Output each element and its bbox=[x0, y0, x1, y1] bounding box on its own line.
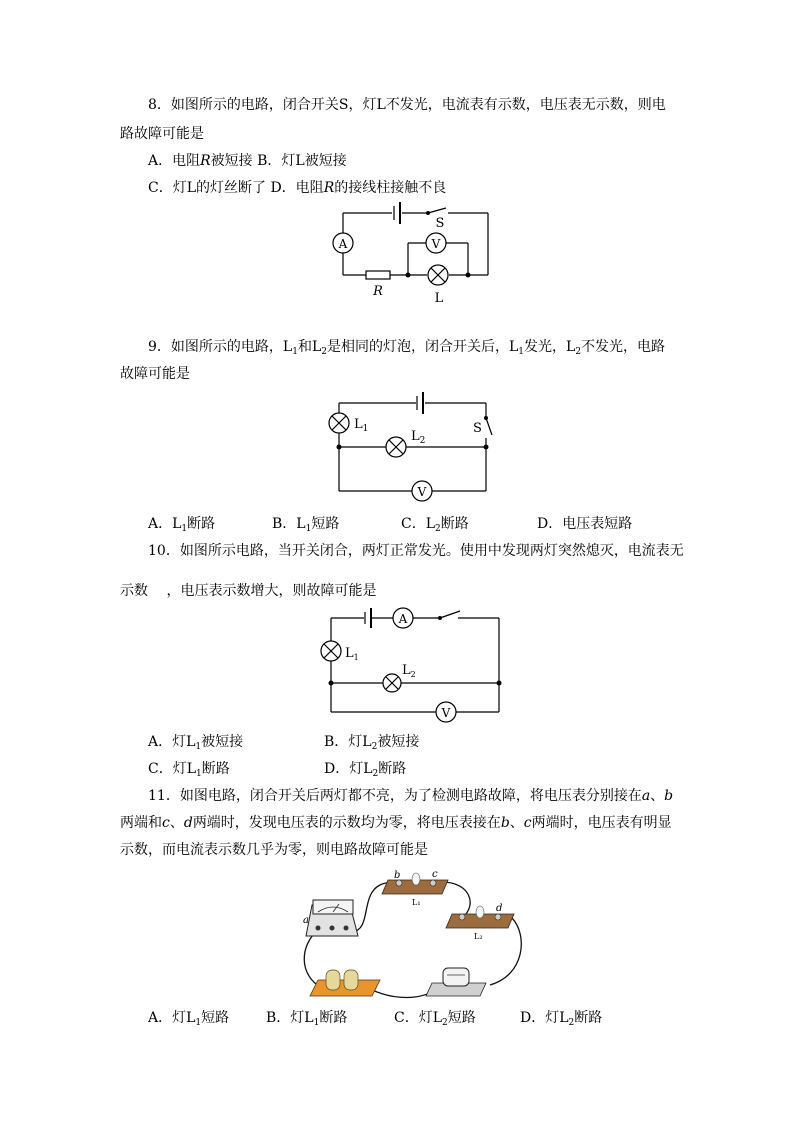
q11-point-d: d bbox=[496, 903, 503, 914]
q11-voltmeter-icon bbox=[306, 900, 358, 936]
q11-battery-holder bbox=[310, 970, 380, 996]
q11-lamp1-label: L₁ bbox=[412, 898, 421, 907]
q9-stem-line2: 故障可能是 bbox=[120, 366, 190, 382]
q8-options-ab: A．电阻R被短接 B．灯L被短接 bbox=[148, 153, 347, 169]
q9-switch-label: S bbox=[473, 421, 482, 436]
q11-stem-line3: 示数，而电流表示数几乎为零，则电路故障可能是 bbox=[120, 842, 428, 858]
q10-option-b: B．灯$L_2$被短接 bbox=[324, 734, 420, 752]
q10-lamp1-label: $L_1$ bbox=[345, 646, 359, 662]
q9-option-c: C．$L_2$断路 bbox=[401, 516, 469, 534]
q11-point-a: a bbox=[303, 915, 309, 926]
q9-stem-line1: 9．如图所示的电路，$L_1$和$L_2$是相同的灯泡，闭合开关后，$L_1$发光，$L_2$不发光，电路 bbox=[148, 339, 666, 357]
q11-point-b: b bbox=[394, 870, 401, 881]
q11-option-d: D．灯$L_2$断路 bbox=[520, 1010, 603, 1028]
q8-switch-label: S bbox=[435, 216, 445, 231]
q8-voltmeter-label: V bbox=[431, 237, 441, 251]
q11-option-c: C．灯$L_2$短路 bbox=[394, 1010, 476, 1028]
q11-stem-line2: 两端和c、d两端时，发现电压表的示数均为零，将电压表接在b、c两端时，电压表有明显 bbox=[120, 815, 672, 831]
q9-lamp2-label: $L_2$ bbox=[411, 429, 426, 446]
q9-voltmeter-label: V bbox=[417, 485, 427, 499]
q8-ammeter-label: A bbox=[338, 237, 348, 251]
q11-ammeter-icon bbox=[426, 968, 486, 996]
q10-ammeter-label: A bbox=[398, 612, 408, 626]
q8-stem-line2: 路故障可能是 bbox=[120, 126, 204, 142]
q8-resistor-label: R bbox=[373, 284, 383, 299]
q8-options-cd: C．灯L的灯丝断了 D．电阻R的接线柱接触不良 bbox=[148, 180, 447, 196]
q10-voltmeter-label: V bbox=[441, 706, 451, 720]
q11-lamp1-board bbox=[382, 873, 448, 894]
q9-lamp1-label: $L_1$ bbox=[354, 417, 369, 434]
q9-option-b: B．$L_1$短路 bbox=[272, 516, 340, 534]
q8-stem-line1: 8．如图所示的电路，闭合开关S，灯L不发光，电流表有示数，电压表无示数，则电 bbox=[148, 97, 666, 113]
q11-lamp2-label: L₂ bbox=[474, 932, 483, 941]
q11-option-b: B．灯$L_1$断路 bbox=[266, 1010, 348, 1028]
q11-stem-line1: 11．如图电路，闭合开关后两灯都不亮，为了检测电路故障，将电压表分别接在a、b bbox=[148, 788, 674, 804]
q10-option-a: A．灯$L_1$被短接 bbox=[148, 734, 244, 752]
q10-option-d: D．灯$L_2$断路 bbox=[324, 761, 407, 779]
q9-option-d: D．电压表短路 bbox=[537, 516, 633, 532]
q11-lamp2-board bbox=[446, 906, 514, 928]
q10-stem-line2: 示数 ，电压表示数增大，则故障可能是 bbox=[120, 583, 377, 599]
q8-lamp-label: L bbox=[434, 291, 444, 306]
q11-option-a: A．灯$L_1$短路 bbox=[148, 1010, 230, 1028]
q10-stem-line1: 10．如图所示电路，当开关闭合，两灯正常发光。使用中发现两灯突然熄灭，电流表无 bbox=[148, 543, 684, 559]
q9-option-a: A．$L_1$断路 bbox=[148, 516, 216, 534]
q10-option-c: C．灯$L_1$断路 bbox=[148, 761, 230, 779]
q11-point-c: c bbox=[432, 869, 438, 880]
q10-lamp2-label: $L_2$ bbox=[402, 663, 416, 679]
